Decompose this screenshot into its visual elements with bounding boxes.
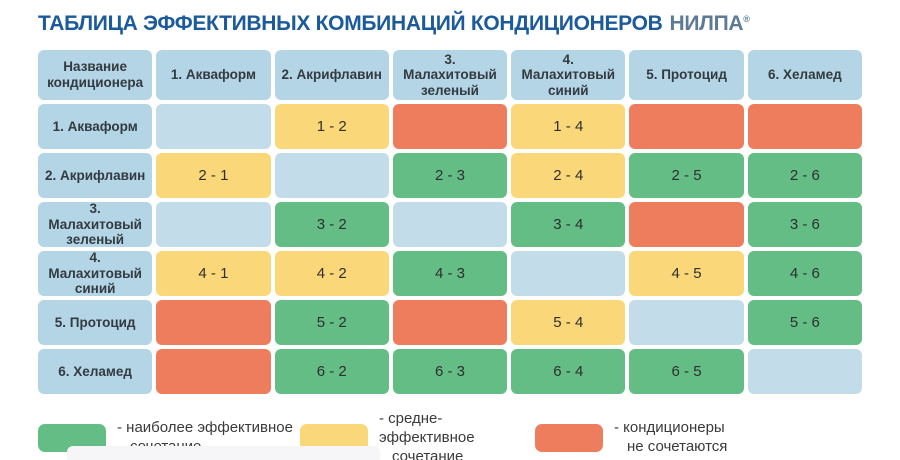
combo-cell: 6 - 5	[629, 349, 743, 394]
combo-cell-empty	[629, 104, 743, 149]
combo-cell-empty	[156, 104, 270, 149]
combo-cell-empty	[629, 300, 743, 345]
row-header-cell: 5. Протоцид	[38, 300, 152, 345]
page-title	[38, 12, 862, 36]
column-header-cell: 1. Акваформ	[156, 50, 270, 100]
combo-cell: 6 - 3	[393, 349, 507, 394]
combo-cell: 4 - 6	[748, 251, 862, 296]
combo-cell-empty	[156, 349, 270, 394]
brand-name: НИЛПА	[669, 12, 744, 35]
combo-cell-empty	[748, 349, 862, 394]
combo-cell: 2 - 3	[393, 153, 507, 198]
combo-cell-empty	[275, 153, 389, 198]
column-header-cell: 3. Малахитовый зеленый	[393, 50, 507, 100]
combo-cell: 5 - 2	[275, 300, 389, 345]
combo-cell: 4 - 1	[156, 251, 270, 296]
combo-cell: 3 - 2	[275, 202, 389, 247]
combo-cell: 5 - 4	[511, 300, 625, 345]
title-main: ТАБЛИЦА ЭФФЕКТИВНЫХ КОМБИНАЦИЙ КОНДИЦИОНЕРОВ	[38, 12, 663, 35]
combo-cell-empty	[156, 202, 270, 247]
combo-cell: 1 - 2	[275, 104, 389, 149]
combo-cell-empty	[156, 300, 270, 345]
combo-cell-empty	[393, 300, 507, 345]
row-header-cell: 1. Акваформ	[38, 104, 152, 149]
combo-cell-empty	[748, 104, 862, 149]
combo-cell: 2 - 5	[629, 153, 743, 198]
column-header-cell: 5. Протоцид	[629, 50, 743, 100]
registered-mark: ®	[743, 14, 750, 24]
combo-cell-empty	[629, 202, 743, 247]
combo-cell: 3 - 4	[511, 202, 625, 247]
row-header-cell: 6. Хеламед	[38, 349, 152, 394]
combo-cell: 6 - 4	[511, 349, 625, 394]
combo-cell: 5 - 6	[748, 300, 862, 345]
combo-cell: 2 - 4	[511, 153, 625, 198]
combinations-table	[38, 50, 862, 394]
legend-swatch-red	[535, 424, 603, 452]
combo-cell: 1 - 4	[511, 104, 625, 149]
combo-cell-empty	[511, 251, 625, 296]
column-header-cell: 4. Малахитовый синий	[511, 50, 625, 100]
combo-cell: 4 - 3	[393, 251, 507, 296]
combo-cell: 2 - 6	[748, 153, 862, 198]
corner-header-cell: Название кондиционера	[38, 50, 152, 100]
combo-cell-empty	[393, 202, 507, 247]
combo-cell: 4 - 5	[629, 251, 743, 296]
legend-label: - кондиционеры не сочетаются	[614, 419, 728, 456]
legend-label: - наиболее эффективное	[117, 419, 293, 437]
combo-cell-empty	[393, 104, 507, 149]
row-header-cell: 4. Малахитовый синий	[38, 251, 152, 296]
row-header-cell: 3. Малахитовый зеленый	[38, 202, 152, 247]
column-header-cell: 6. Хеламед	[748, 50, 862, 100]
combo-cell: 4 - 2	[275, 251, 389, 296]
legend-item-incompatible	[535, 410, 862, 460]
cutoff-partial-element	[67, 446, 380, 460]
combo-cell: 2 - 1	[156, 153, 270, 198]
combo-cell: 6 - 2	[275, 349, 389, 394]
combo-cell: 3 - 6	[748, 202, 862, 247]
column-header-cell: 2. Акрифлавин	[275, 50, 389, 100]
row-header-cell: 2. Акрифлавин	[38, 153, 152, 198]
title-brand	[670, 12, 750, 35]
legend-label: - средне-эффективное сочетание	[379, 410, 475, 460]
